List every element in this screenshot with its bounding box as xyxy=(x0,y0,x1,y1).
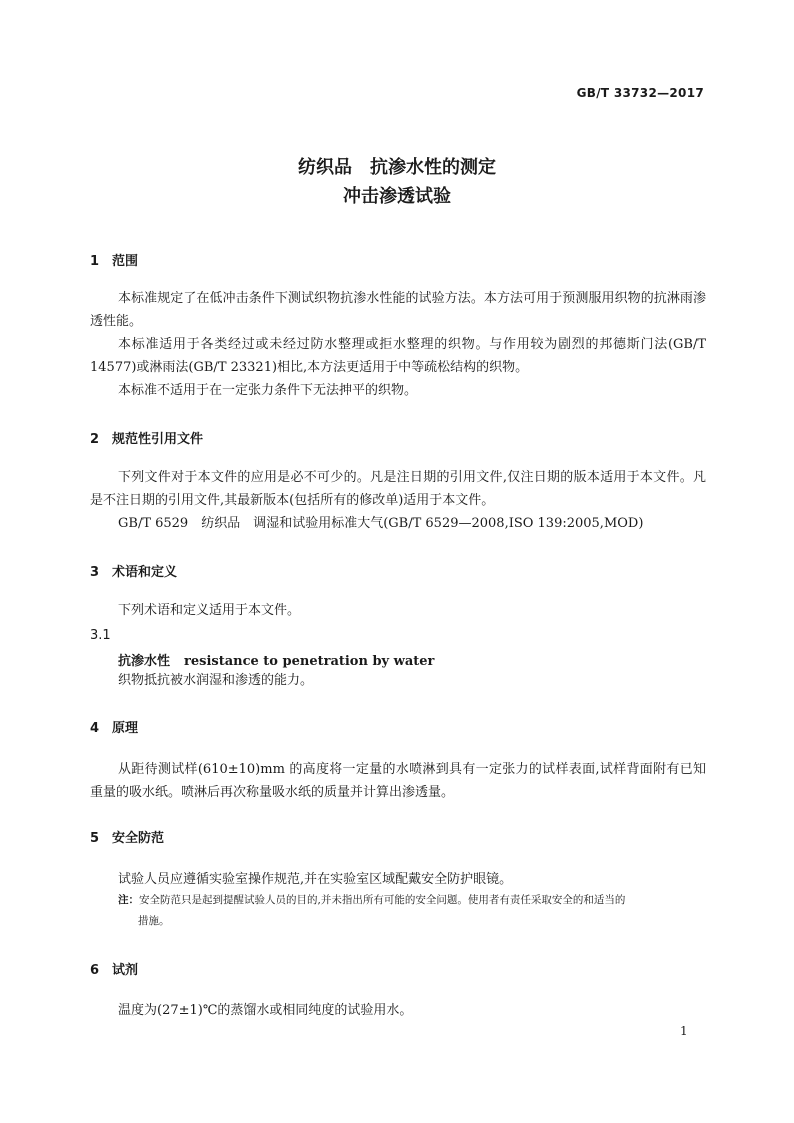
title-line-1: 纺织品 抗渗水性的测定 xyxy=(298,157,496,178)
section-4-heading xyxy=(90,717,138,736)
terms-paragraph-1: 下列术语和定义适用于本文件。 xyxy=(118,603,301,618)
note-text: 安全防范只是起到提醒试验人员的目的,并未指出所有可能的安全问题。使用者有责任采取安全的和适当的 xyxy=(139,894,626,906)
scope-paragraph-3: 本标准不适用于在一定张力条件下无法抻平的织物。 xyxy=(118,383,418,398)
section-title: 术语和定义 xyxy=(112,565,178,580)
section-6-heading xyxy=(90,959,138,978)
note-label: 注： xyxy=(118,894,139,906)
section-title: 范围 xyxy=(112,254,139,269)
term-chinese: 抗渗水性 xyxy=(118,654,171,669)
note-continuation: 措施。 xyxy=(138,915,170,927)
document-title xyxy=(0,153,794,211)
term-definition: 织物抵抗被水润湿和渗透的能力。 xyxy=(118,673,314,688)
section-title: 安全防范 xyxy=(112,831,165,846)
section-2-heading xyxy=(90,428,203,447)
section-number: 6 xyxy=(90,963,100,978)
term-english: resistance to penetration by water xyxy=(184,654,435,669)
section-number: 5 xyxy=(90,831,100,846)
section-title: 试剂 xyxy=(112,963,139,978)
scope-paragraph-1: 本标准规定了在低冲击条件下测试织物抗渗水性能的试验方法。本方法可用于预测服用织物的抗淋雨渗透性能。 xyxy=(90,291,706,329)
term-entry xyxy=(118,650,434,669)
section-title: 原理 xyxy=(112,721,139,736)
page-number: 1 xyxy=(680,1024,688,1038)
section-number: 3 xyxy=(90,565,100,580)
section-title: 规范性引用文件 xyxy=(112,432,204,447)
safety-paragraph-1: 试验人员应遵循实验室操作规范,并在实验室区域配戴安全防护眼镜。 xyxy=(118,872,513,887)
section-3-heading xyxy=(90,561,177,580)
principle-paragraph-1: 从距待测试样(610±10)mm 的高度将一定量的水喷淋到具有一定张力的试样表面,试样背面附有已知重量的吸水纸。喷淋后再次称量吸水纸的质量并计算出渗透量。 xyxy=(90,762,706,800)
section-number: 2 xyxy=(90,432,100,447)
section-5-heading xyxy=(90,827,164,846)
section-number: 1 xyxy=(90,254,100,269)
section-number: 4 xyxy=(90,721,100,736)
normative-reference-item: GB/T 6529 纺织品 调湿和试验用标准大气(GB/T 6529—2008,ISO 139:2005,MOD) xyxy=(118,516,644,531)
safety-note xyxy=(118,890,706,932)
title-line-2: 冲击渗透试验 xyxy=(343,186,451,207)
scope-paragraph-2: 本标准适用于各类经过或未经过防水整理或拒水整理的织物。与作用较为剧烈的邦德斯门法(GB/T 14577)或淋雨法(GB/T 23321)相比,本方法更适用于中等疏松结构的织物。 xyxy=(90,337,706,375)
standard-code: GB/T 33732—2017 xyxy=(576,86,704,100)
section-1-heading xyxy=(90,250,138,269)
references-paragraph-1: 下列文件对于本文件的应用是必不可少的。凡是注日期的引用文件,仅注日期的版本适用于本文件。凡是不注日期的引用文件,其最新版本(包括所有的修改单)适用于本文件。 xyxy=(90,470,706,508)
term-number: 3.1 xyxy=(90,628,111,643)
reagents-paragraph-1: 温度为(27±1)℃的蒸馏水或相同纯度的试验用水。 xyxy=(118,1003,413,1018)
